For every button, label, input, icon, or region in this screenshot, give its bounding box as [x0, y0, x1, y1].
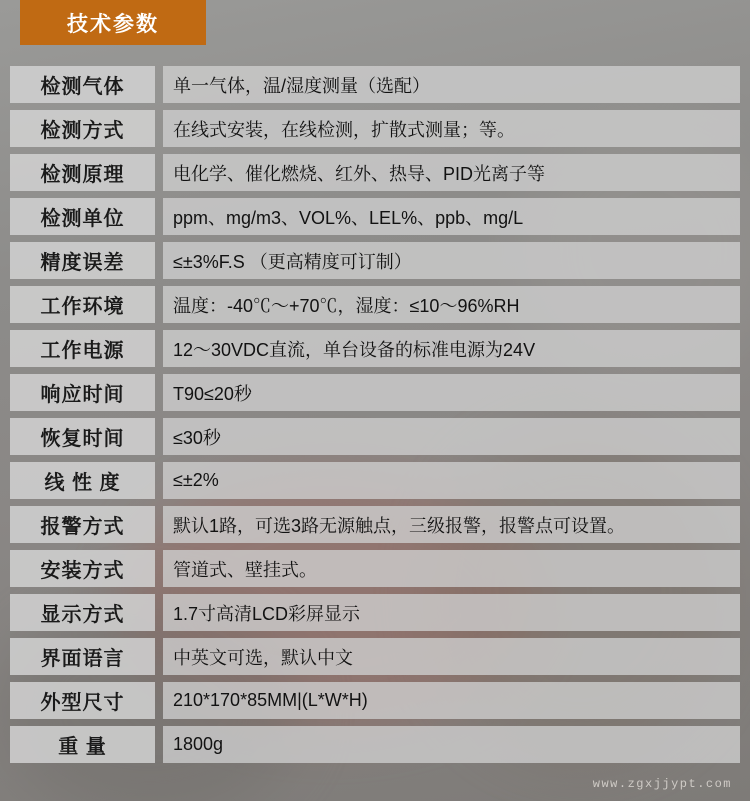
watermark-text: www.zgxjjypt.com — [592, 777, 732, 791]
table-row — [10, 506, 740, 543]
spec-label-text: 恢复时间 — [40, 428, 125, 450]
spec-value-text: ppm、mg/m3、VOL%、LEL%、ppb、mg/L — [173, 207, 524, 228]
spec-label-cell — [10, 154, 155, 191]
spec-label-text: 精度误差 — [40, 252, 125, 274]
table-row — [10, 550, 740, 587]
table-row — [10, 110, 740, 147]
section-title-banner — [20, 0, 206, 45]
spec-label-cell — [10, 550, 155, 587]
spec-label-text: 重 量 — [58, 736, 107, 758]
spec-label-cell — [10, 286, 155, 323]
spec-label-text: 显示方式 — [40, 604, 125, 626]
spec-value-cell — [163, 550, 740, 587]
spec-value-text: ≤±3%F.S （更高精度可订制） — [173, 251, 412, 272]
spec-value-text: 默认1路，可选3路无源触点，三级报警，报警点可设置。 — [173, 515, 626, 536]
table-row — [10, 286, 740, 323]
table-row — [10, 594, 740, 631]
spec-value-cell — [163, 154, 740, 191]
spec-value-cell — [163, 418, 740, 455]
spec-label-text: 工作环境 — [40, 296, 125, 318]
spec-label-text: 外型尺寸 — [40, 692, 125, 714]
page-title: 技术参数 — [67, 12, 159, 36]
spec-label-cell — [10, 506, 155, 543]
table-row — [10, 66, 740, 103]
spec-label-cell — [10, 330, 155, 367]
table-row — [10, 374, 740, 411]
table-row — [10, 198, 740, 235]
spec-label-cell — [10, 110, 155, 147]
table-row — [10, 462, 740, 499]
spec-label-cell — [10, 374, 155, 411]
spec-value-cell — [163, 198, 740, 235]
spec-label-text: 检测单位 — [40, 208, 125, 230]
spec-value-text: 1.7寸高清LCD彩屏显示 — [173, 603, 361, 624]
spec-label-cell — [10, 66, 155, 103]
spec-label-text: 工作电源 — [40, 340, 125, 362]
table-row — [10, 242, 740, 279]
spec-value-text: 12～30VDC直流，单台设备的标准电源为24V — [173, 339, 536, 360]
spec-label-text: 检测气体 — [40, 76, 125, 98]
spec-label-text: 检测方式 — [40, 120, 125, 142]
spec-label-text: 线 性 度 — [44, 472, 121, 494]
spec-value-text: 单一气体，温/湿度测量（选配） — [173, 75, 430, 96]
spec-label-text: 检测原理 — [40, 164, 125, 186]
spec-value-cell — [163, 110, 740, 147]
spec-value-text: ≤30秒 — [173, 427, 221, 448]
spec-value-cell — [163, 594, 740, 631]
spec-value-text: 在线式安装，在线检测，扩散式测量；等。 — [173, 119, 515, 140]
spec-value-text: 管道式、壁挂式。 — [173, 559, 317, 580]
spec-label-cell — [10, 638, 155, 675]
spec-table — [10, 66, 740, 770]
table-row — [10, 682, 740, 719]
spec-value-cell — [163, 682, 740, 719]
spec-label-cell — [10, 726, 155, 763]
spec-label-cell — [10, 594, 155, 631]
spec-value-text: 电化学、催化燃烧、红外、热导、PID光离子等 — [173, 163, 546, 184]
spec-value-cell — [163, 286, 740, 323]
spec-label-cell — [10, 418, 155, 455]
spec-value-cell — [163, 330, 740, 367]
table-row — [10, 330, 740, 367]
spec-label-cell — [10, 198, 155, 235]
spec-label-cell — [10, 462, 155, 499]
spec-value-cell — [163, 462, 740, 499]
spec-label-cell — [10, 682, 155, 719]
spec-label-text: 报警方式 — [40, 516, 125, 538]
table-row — [10, 418, 740, 455]
table-row — [10, 154, 740, 191]
table-row — [10, 726, 740, 763]
table-row — [10, 638, 740, 675]
spec-value-text: 中英文可选，默认中文 — [173, 647, 353, 668]
spec-value-text: 1800g — [173, 734, 224, 754]
spec-value-text: ≤±2% — [173, 470, 219, 490]
spec-label-cell — [10, 242, 155, 279]
spec-label-text: 安装方式 — [40, 560, 125, 582]
spec-value-cell — [163, 66, 740, 103]
spec-value-text: T90≤20秒 — [173, 383, 252, 404]
spec-value-cell — [163, 242, 740, 279]
spec-label-text: 界面语言 — [40, 648, 125, 670]
spec-label-text: 响应时间 — [40, 384, 125, 406]
spec-value-cell — [163, 506, 740, 543]
spec-value-text: 温度：-40℃～+70℃，湿度：≤10～96%RH — [173, 295, 520, 316]
spec-value-text: 210*170*85MM|(L*W*H) — [173, 690, 368, 710]
spec-value-cell — [163, 374, 740, 411]
spec-value-cell — [163, 638, 740, 675]
spec-value-cell — [163, 726, 740, 763]
